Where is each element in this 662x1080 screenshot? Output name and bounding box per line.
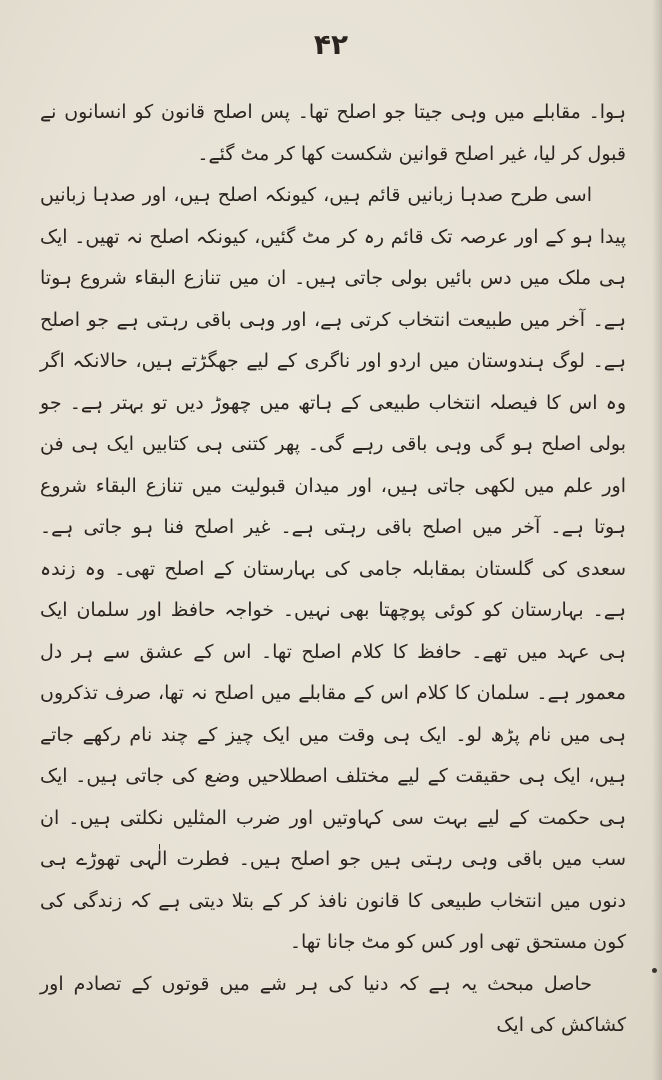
paragraph-3	[40, 964, 626, 1047]
paragraph-2	[40, 175, 626, 964]
page-number: ۴۲	[313, 28, 349, 61]
paragraph-1: ہوا۔ مقابلے میں وہی جیتا جو اصلح تھا۔ پس اصلح قانون کو انسانوں نے قبول کر لیا، غیر اصلح قوانین شکست کھا کر مٹ گئے۔	[40, 101, 626, 165]
paragraph-2-text: اسی طرح صدہا زبانیں قائم ہیں، کیونکہ اصلح ہیں، اور صدہا زبانیں پیدا ہو کے اور عرصہ تک قائم رہ کر مٹ گئیں، کیونکہ اصلح نہ تھیں۔ ایک ہی ملک میں دس بائیں بولی جاتی ہیں۔ ان میں تنازع البقاء شروع ہوتا ہے۔ آخر میں طبیعت انتخاب کرتی ہے، اور وہی باقی رہتی ہے جو اصلح ہے۔ لوگ ہندوستان میں اردو اور ناگری کے لیے جھگڑتے ہیں، حالانکہ اگر وہ اس کا فیصلہ انتخاب طبیعی کے ہاتھ میں چھوڑ دیں تو بہتر ہے۔ جو بولی اصلح ہو گی وہی باقی رہے گی۔ پھر کتنی ہی کتابیں ایک ہی فن اور علم میں لکھی جاتی ہیں، اور میدان قبولیت میں تنازع البقاء شروع ہوتا ہے۔ آخر میں اصلح باقی رہتی ہے۔ غیر اصلح فنا ہو جاتی ہے۔ سعدی کی گلستان بمقابلہ جامی کی بہارستان کے اصلح تھی۔ وہ زندہ ہے۔ بہارستان کو کوئی پوچھتا بھی نہیں۔ خواجہ حافظ اور سلمان ایک ہی عہد میں تھے۔ حافظ کا کلام اصلح تھا۔ اس کے عشق سے ہر دل معمور ہے۔ سلمان کا کلام اس کے مقابلے میں اصلح نہ تھا، صرف تذکروں ہی میں نام پڑھ لو۔ ایک ہی وقت میں ایک چیز کے چند نام رکھے جاتے ہیں، ایک ہی حقیقت کے لیے مختلف اصطلاحیں وضع کی جاتی ہیں۔ ایک ہی حکمت کے لیے بہت سی کہاوتیں اور ضرب المثلیں نکلتی ہیں۔ ان سب میں باقی وہی رہتی ہیں جو اصلح ہیں۔ فطرت الٰہی تھوڑے ہی دنوں میں انتخاب طبیعی کا قانون نافذ کر کے بتلا دیتی ہے کہ زندگی کی کون مستحق تھی اور کس کو مٹ جانا تھا۔	[40, 184, 626, 953]
paragraph-3-text: حاصل مبحث یہ ہے کہ دنیا کی ہر شے میں قوتوں کے تصادم اور کشاکش کی ایک	[40, 972, 626, 1036]
page-body-text	[40, 92, 626, 1047]
page-edge-shadow	[652, 0, 662, 1080]
